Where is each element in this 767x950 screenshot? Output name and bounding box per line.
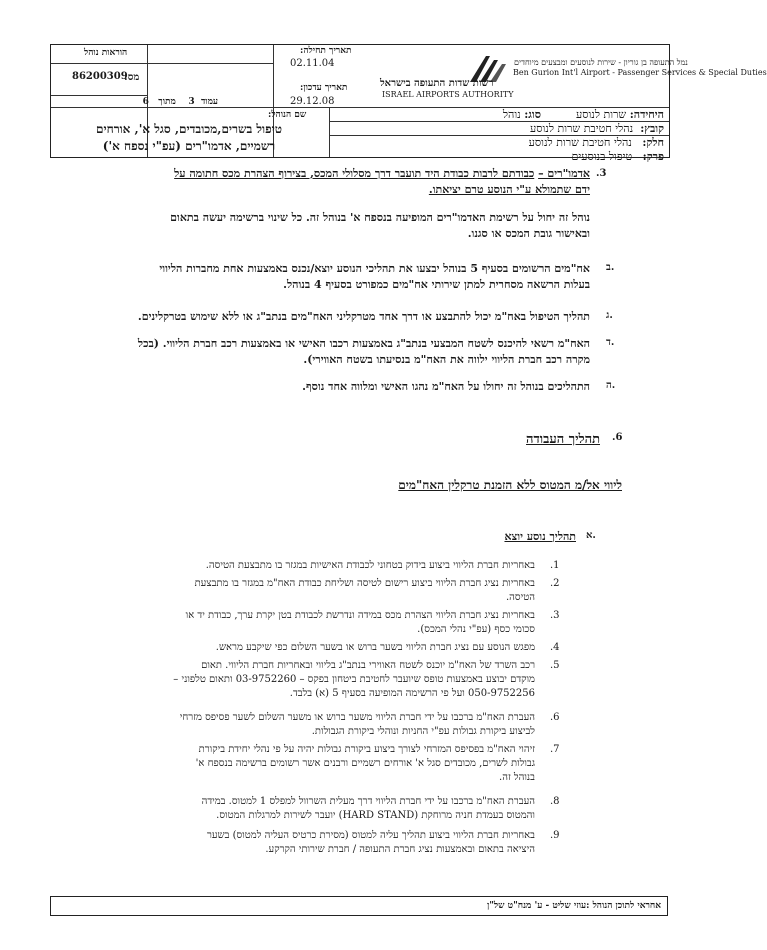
chapter-row: פרק: טיפול בנוסעים — [571, 150, 664, 163]
sub-title: תהליך נוסע יוצא — [504, 530, 576, 543]
step-number: .2 — [550, 578, 560, 589]
step-line: גבולות לשרים, מכובדים סגל א' אורחים רשמיים ורבנים אשר רשומים ברשימה בנספח א' — [195, 758, 535, 769]
procedure-name-line1: טיפול בשרים,מכובדים, סגל א', אורחים — [95, 122, 283, 136]
step-number: .7 — [550, 744, 560, 755]
step-line: הטיסה. — [505, 592, 535, 603]
authority-he-name: רשות שדות התעופה בישראל — [380, 78, 494, 89]
step-number: .6 — [550, 712, 560, 723]
start-date-label: תאריך תחילה: — [300, 46, 352, 56]
section3-number: .3 — [596, 168, 607, 179]
step-line: באחריות חברת הליווי ביצוע תהליך עליה למטוס (מסירת כרטיס העליה למטוס) בשער — [206, 830, 535, 841]
step-number: .9 — [550, 830, 560, 841]
part-row: חלק: נהלי חטיבת שרות לנוסע — [528, 136, 664, 149]
update-date-label: תאריך עדכון: — [300, 83, 348, 93]
step-line: סכומי כסף (עפ"י נהלי המכס). — [417, 624, 535, 635]
update-date: 29.12.08 — [290, 96, 335, 107]
step-number: .8 — [550, 796, 560, 807]
section3-line1: אדמו"רים – כבודתם לרבות כבודת היד תועבר דרך מסלולי המכס, בצירוף הצהרת מכס חתומה על — [174, 167, 590, 180]
footer-responsible: אחראי לתוכן הנוהל :עוזי שליט - ע' מנח"ט של"ן — [486, 901, 661, 911]
start-date: 02.11.04 — [290, 58, 335, 69]
section3-line2: ידם שתמולא ע"י הנוסע טרם יציאתו. — [428, 183, 590, 196]
step-line: 050-9752256 ועל פי הרשימה המופיעה בסעיף 5 (א) בלבד. — [289, 688, 535, 699]
authority-en-name: ISRAEL AIRPORTS AUTHORITY — [382, 90, 514, 99]
footer-box — [50, 896, 668, 916]
step-line: באחריות נציג חברת הליווי ביצוע רישום לטיסה ושליחת כבודת האח"מ במגזר בו מתבצעת — [194, 578, 535, 589]
header-divider — [51, 63, 273, 64]
instruction-label: הוראות נוהל — [84, 48, 128, 58]
section3-note-line1: נוהל זה יחול על רשימת האדמו"רים המופיעה בנספח א' בנוהל זה. כל שינוי ברשימה יעשה בתאום — [170, 211, 590, 224]
section6-title: תהליך העבודה — [526, 432, 600, 447]
step-number: .1 — [550, 560, 560, 571]
step-line: מוקדם יבוצע באמצעות טופס שיועבר לחטיבת ביטחון בפקס – 03-9752260 ותאום טלפוני – — [173, 674, 535, 685]
item-line: האח"מ רשאי להיכנס לשטח המבצעי בנתב"ג באמצעות רכבו האישי או באמצעות רכב חברת הליווי. (בכל — [137, 337, 590, 350]
item-line: תהליך הטיפול באח"מ יכול להתבצע או דרך אחד מטרקליני האח"מים בנתב"ג או ללא שימוש בטרקלינים. — [137, 310, 590, 323]
item-letter: ה. — [606, 380, 616, 391]
step-number: .5 — [550, 660, 560, 671]
item-line: בעלות הרשאה מסחרית למתן שירותי אח"מים כמפורט בסעיף 4 בנוהל. — [283, 278, 590, 291]
step-line: והמטוס בעמדת חניה מרוחקת (HARD STAND) יועבר לשירות למרגלות המטוס. — [216, 810, 535, 821]
item-letter: ב. — [606, 262, 615, 273]
step-number: .4 — [550, 642, 560, 653]
section6-subtitle: ליווי אל/מ המטוס ללא הזמנת טרקלין האח"מים — [398, 478, 622, 492]
item-line: אח"מים הרשומים בסעיף 5 בנוהל יבצעו את תהליכי הנוסע יוצא/נכנס באמצעות אחת מחברות הליווי — [159, 262, 590, 275]
procedure-name-label: שם הנוהל: — [268, 110, 307, 120]
number-label: מס: — [124, 72, 140, 83]
authority-he-line1: נמל התעופה בן גוריון - שירות לנוסעים ומבצעים מיוחדים — [514, 58, 688, 67]
item-line: התהליכים בנוהל זה יחולו על האח"מ נהגו האישי ומלווה אחד נוסף. — [302, 380, 590, 393]
step-line: לביצוע ביקורת גבולות עפ"י החניות ונוהלי ביקורת הגבולות. — [311, 726, 535, 737]
step-line: באחריות נציג חברת הליווי הצהרת מכס במידה ונדרשת לכבודת בטן יקרת ערך, כבודת יד או — [185, 610, 535, 621]
step-line: זיהוי האח"מ בפסיפס המזרחי לצורך ביצוע ביקורת גבולות יהיה על פי נהלי יחידת ביקורת — [198, 744, 535, 755]
item-line: מקרה רכב חברת הליווי ילווה את האח"מ בנסיעתו בשטח האווירי). — [303, 353, 590, 366]
section6-number: .6 — [612, 432, 623, 443]
procedure-name-line2: רשמיים, אדמו"רים (עפ"י נספח א') — [102, 139, 276, 153]
step-line: היציאה בתאום ובאמצעות נציג חברת התעופה / חברת שירותי הקרקע. — [265, 844, 535, 855]
procedure-number: 86200309 — [72, 71, 128, 82]
step-number: .3 — [550, 610, 560, 621]
item-letter: ד. — [606, 337, 615, 348]
sub-letter: א. — [586, 530, 596, 541]
step-line: מפגש הנוסע עם נציג חברת הליווי בשער ברוש או בשער השלום כפי שיקבע מראש. — [215, 642, 535, 653]
step-line: באחריות חברת הליווי ביצוע בידוק בטחוני לכבודת האישיות במגזר בו מתבצעת הטיסה. — [205, 560, 535, 571]
step-line: רכב השרד של האח"מ יוכנס לשטח האווירי בנתב"ג בליווי ובאחריות חברת הליווי. תאום — [201, 660, 535, 671]
authority-en-line1: Ben Gurion Int'l Airport - Passenger Services & Special Duties — [513, 68, 767, 77]
step-line: העברת האח"מ ברכבו על ידי חברת הליווי משער ברוש או משער השלום לשער פסיפס מזרחי — [179, 712, 535, 723]
page-indicator: עמוד 3 מתוך 6 — [142, 97, 218, 107]
section3-note-line2: ובאישור גובת המכס או סגנו. — [467, 227, 590, 240]
file-row: קובץ: נהלי חטיבת שרות לנוסע — [529, 122, 664, 135]
step-line: העברת האח"מ ברכבו על ידי חברת הליווי דרך מעלית השרוול למפלס 1 למטוס. במידה — [201, 796, 535, 807]
unit-type-row: היחידה: שרות לנוסע סוג: נוהל — [502, 108, 664, 121]
item-letter: ג. — [606, 310, 613, 321]
step-line: בנוהל זה. — [499, 772, 535, 783]
